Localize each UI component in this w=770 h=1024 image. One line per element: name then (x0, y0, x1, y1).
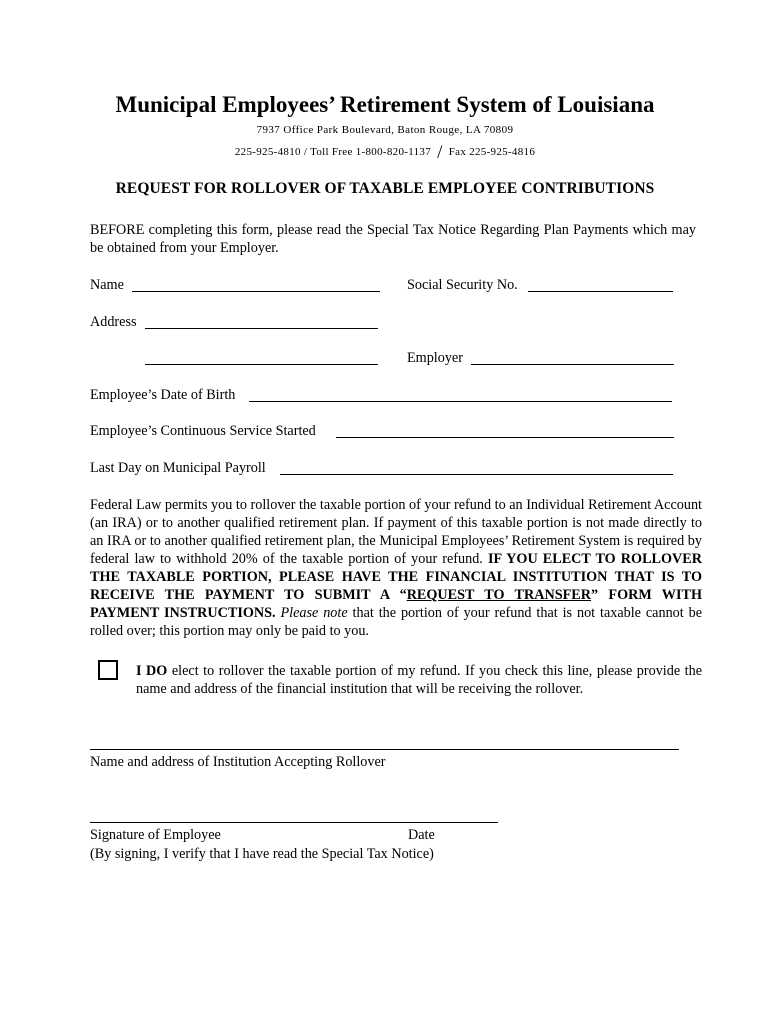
fax-label: Fax (448, 146, 467, 158)
organization-name: Municipal Employees’ Retirement System of Louisiana (115, 92, 655, 117)
date-label: Date (408, 827, 435, 843)
toll-free-number: 1-800-820-1137 (355, 146, 431, 158)
address-field-line-1[interactable] (145, 328, 378, 329)
name-field[interactable] (132, 291, 380, 292)
employer-label: Employer (407, 350, 463, 366)
ssn-label: Social Security No. (407, 277, 518, 293)
employer-field[interactable] (471, 364, 674, 365)
last-day-field[interactable] (280, 474, 673, 475)
toll-free-separator: / Toll Free (303, 146, 353, 158)
rollover-instruction-end: ” FORM WITH PAYMENT INSTRUCTIONS. (90, 587, 702, 621)
institution-field[interactable] (90, 749, 679, 750)
last-day-label: Last Day on Municipal Payroll (90, 460, 266, 476)
request-to-transfer-form-name: REQUEST TO TRANSFER (406, 587, 592, 603)
service-started-label: Employee’s Continuous Service Started (90, 423, 316, 439)
signature-note: (By signing, I verify that I have read the Special Tax Notice) (90, 846, 434, 862)
service-started-field[interactable] (336, 437, 674, 438)
organization-address: 7937 Office Park Boulevard, Baton Rouge, LA 70809 (256, 124, 514, 136)
federal-law-text: Federal Law permits you to rollover the taxable portion of your refund to an Individual Retirement Account (an IRA) or to another qualified retirement plan. If payment of this taxable portion is not made directly to an IRA or to another qualified retirement plan, the Municipal Employees’ Retirement System is required by federal law to withhold 20% of the taxable portion of your refund. (90, 497, 702, 567)
please-note: Please note (280, 605, 348, 621)
signature-field[interactable] (90, 822, 498, 823)
fax-number: 225-925-4816 (469, 146, 536, 158)
ssn-field[interactable] (528, 291, 673, 292)
non-taxable-note: that the portion of your refund that is not taxable cannot be rolled over; this portion may only be paid to you. (90, 605, 702, 639)
fax-separator: / (437, 142, 443, 163)
i-do-label: I DO (136, 663, 168, 679)
intro-paragraph: BEFORE completing this form, please read the Special Tax Notice Regarding Plan Payments which may be obtained from your Employer. (90, 222, 696, 256)
election-text: elect to rollover the taxable portion of my refund. If you check this line, please provide the name and address of the financial institution that will be receiving the rollover. (136, 663, 702, 697)
signature-label: Signature of Employee (90, 827, 221, 843)
rollover-election-checkbox[interactable] (98, 660, 118, 680)
institution-label: Name and address of Institution Accepting Rollover (90, 754, 386, 770)
dob-field[interactable] (249, 401, 672, 402)
address-field-line-2[interactable] (145, 364, 378, 365)
name-label: Name (90, 277, 124, 293)
dob-label: Employee’s Date of Birth (90, 387, 236, 403)
federal-law-paragraph (90, 496, 702, 640)
contact-numbers (0, 142, 770, 164)
form-title: REQUEST FOR ROLLOVER OF TAXABLE EMPLOYEE CONTRIBUTIONS (115, 180, 655, 197)
election-statement (136, 662, 702, 698)
address-label: Address (90, 314, 137, 330)
phone-number: 225-925-4810 (234, 146, 301, 158)
rollover-instruction: IF YOU ELECT TO ROLLOVER THE TAXABLE PORTION, PLEASE HAVE THE FINANCIAL INSTITUTION THAT IS TO RECEIVE THE PAYMENT TO SUBMIT A “ (90, 551, 703, 603)
